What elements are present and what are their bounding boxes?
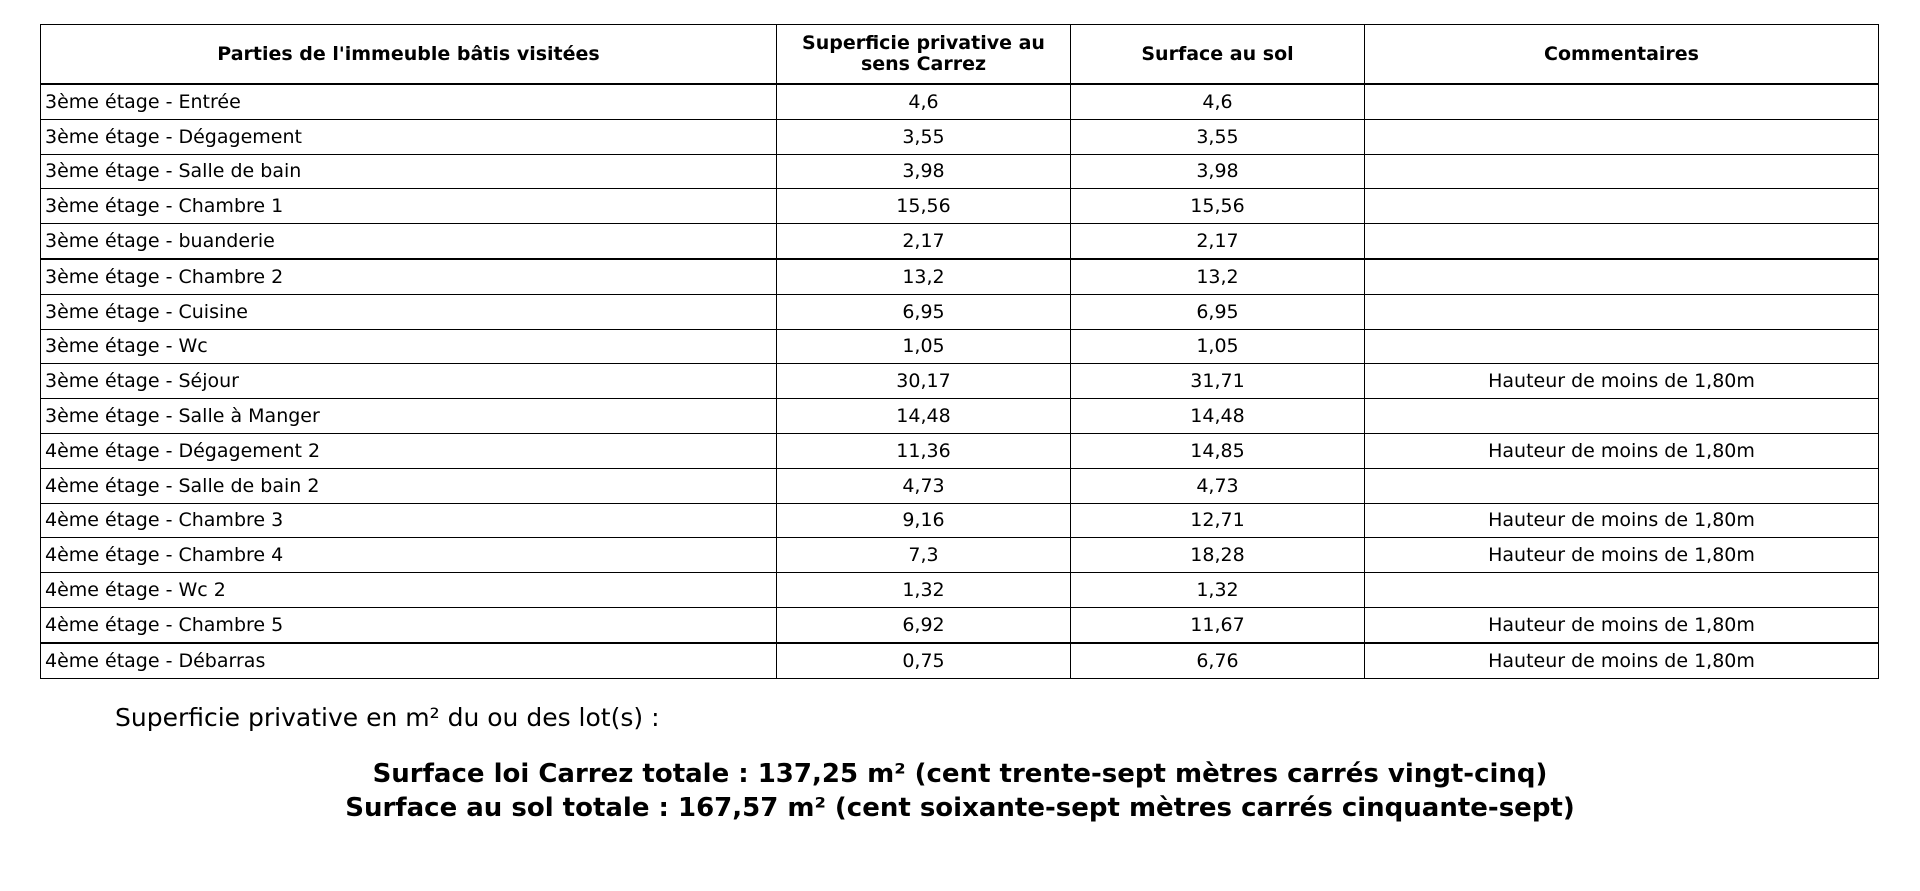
surface-sol-total: Surface au sol totale : 167,57 m² (cent soixante-sept mètres carrés cinquante-sept) bbox=[345, 793, 1575, 823]
cell-comment bbox=[1365, 119, 1879, 154]
cell-carrez: 3,98 bbox=[777, 154, 1071, 189]
cell-comment bbox=[1365, 573, 1879, 608]
surface-table bbox=[40, 24, 1879, 679]
table-row bbox=[41, 607, 1879, 642]
cell-comment bbox=[1365, 154, 1879, 189]
cell-part: 4ème étage - Débarras bbox=[41, 643, 777, 678]
cell-carrez: 13,2 bbox=[777, 259, 1071, 294]
header-carrez: Superficie privative au sens Carrez bbox=[777, 25, 1071, 85]
carrez-total: Surface loi Carrez totale : 137,25 m² (cent trente-sept mètres carrés vingt-cinq) bbox=[372, 759, 1548, 789]
cell-carrez: 6,92 bbox=[777, 607, 1071, 642]
table-row bbox=[41, 154, 1879, 189]
cell-part: 3ème étage - buanderie bbox=[41, 224, 777, 259]
table-row bbox=[41, 503, 1879, 538]
cell-comment bbox=[1365, 259, 1879, 294]
cell-comment bbox=[1365, 294, 1879, 329]
cell-comment bbox=[1365, 224, 1879, 259]
table-row bbox=[41, 224, 1879, 259]
cell-carrez: 9,16 bbox=[777, 503, 1071, 538]
header-commentaires: Commentaires bbox=[1365, 25, 1879, 85]
cell-surface-sol: 3,98 bbox=[1071, 154, 1365, 189]
cell-carrez: 0,75 bbox=[777, 643, 1071, 678]
cell-comment bbox=[1365, 468, 1879, 503]
cell-surface-sol: 14,85 bbox=[1071, 433, 1365, 468]
cell-part: 4ème étage - Dégagement 2 bbox=[41, 433, 777, 468]
cell-carrez: 4,6 bbox=[777, 84, 1071, 119]
cell-surface-sol: 2,17 bbox=[1071, 224, 1365, 259]
table-row bbox=[41, 468, 1879, 503]
header-row bbox=[41, 25, 1879, 85]
cell-part: 3ème étage - Salle de bain bbox=[41, 154, 777, 189]
cell-comment bbox=[1365, 329, 1879, 364]
cell-comment: Hauteur de moins de 1,80m bbox=[1365, 607, 1879, 642]
cell-carrez: 1,05 bbox=[777, 329, 1071, 364]
cell-part: 3ème étage - Entrée bbox=[41, 84, 777, 119]
cell-comment: Hauteur de moins de 1,80m bbox=[1365, 503, 1879, 538]
cell-part: 4ème étage - Chambre 4 bbox=[41, 538, 777, 573]
cell-comment: Hauteur de moins de 1,80m bbox=[1365, 433, 1879, 468]
cell-comment: Hauteur de moins de 1,80m bbox=[1365, 643, 1879, 678]
cell-surface-sol: 14,48 bbox=[1071, 399, 1365, 434]
cell-part: 4ème étage - Chambre 5 bbox=[41, 607, 777, 642]
table-row bbox=[41, 538, 1879, 573]
cell-carrez: 3,55 bbox=[777, 119, 1071, 154]
cell-surface-sol: 1,05 bbox=[1071, 329, 1365, 364]
cell-carrez: 4,73 bbox=[777, 468, 1071, 503]
cell-carrez: 14,48 bbox=[777, 399, 1071, 434]
summary-label: Superficie privative en m² du ou des lot(s) : bbox=[115, 703, 660, 732]
table-header bbox=[41, 25, 1879, 85]
cell-part: 4ème étage - Wc 2 bbox=[41, 573, 777, 608]
cell-part: 3ème étage - Chambre 1 bbox=[41, 189, 777, 224]
cell-comment: Hauteur de moins de 1,80m bbox=[1365, 538, 1879, 573]
table-row bbox=[41, 399, 1879, 434]
cell-carrez: 1,32 bbox=[777, 573, 1071, 608]
cell-carrez: 2,17 bbox=[777, 224, 1071, 259]
cell-comment bbox=[1365, 84, 1879, 119]
cell-part: 3ème étage - Chambre 2 bbox=[41, 259, 777, 294]
table-row bbox=[41, 294, 1879, 329]
cell-surface-sol: 4,73 bbox=[1071, 468, 1365, 503]
cell-surface-sol: 18,28 bbox=[1071, 538, 1365, 573]
cell-surface-sol: 4,6 bbox=[1071, 84, 1365, 119]
cell-carrez: 30,17 bbox=[777, 364, 1071, 399]
table-row bbox=[41, 573, 1879, 608]
cell-comment: Hauteur de moins de 1,80m bbox=[1365, 364, 1879, 399]
table-row bbox=[41, 329, 1879, 364]
cell-surface-sol: 31,71 bbox=[1071, 364, 1365, 399]
cell-surface-sol: 6,76 bbox=[1071, 643, 1365, 678]
table-row bbox=[41, 119, 1879, 154]
cell-comment bbox=[1365, 189, 1879, 224]
cell-part: 3ème étage - Wc bbox=[41, 329, 777, 364]
cell-carrez: 11,36 bbox=[777, 433, 1071, 468]
table-row bbox=[41, 364, 1879, 399]
cell-surface-sol: 3,55 bbox=[1071, 119, 1365, 154]
cell-carrez: 6,95 bbox=[777, 294, 1071, 329]
cell-part: 4ème étage - Salle de bain 2 bbox=[41, 468, 777, 503]
cell-part: 3ème étage - Salle à Manger bbox=[41, 399, 777, 434]
table-row bbox=[41, 433, 1879, 468]
cell-carrez: 7,3 bbox=[777, 538, 1071, 573]
cell-surface-sol: 15,56 bbox=[1071, 189, 1365, 224]
header-surface-sol: Surface au sol bbox=[1071, 25, 1365, 85]
cell-part: 3ème étage - Séjour bbox=[41, 364, 777, 399]
cell-surface-sol: 13,2 bbox=[1071, 259, 1365, 294]
cell-surface-sol: 11,67 bbox=[1071, 607, 1365, 642]
table-row bbox=[41, 643, 1879, 678]
cell-surface-sol: 6,95 bbox=[1071, 294, 1365, 329]
table-row bbox=[41, 84, 1879, 119]
table-body bbox=[41, 84, 1879, 678]
table-row bbox=[41, 259, 1879, 294]
header-parts: Parties de l'immeuble bâtis visitées bbox=[41, 25, 777, 85]
cell-part: 4ème étage - Chambre 3 bbox=[41, 503, 777, 538]
cell-surface-sol: 1,32 bbox=[1071, 573, 1365, 608]
cell-part: 3ème étage - Cuisine bbox=[41, 294, 777, 329]
table-row bbox=[41, 189, 1879, 224]
cell-surface-sol: 12,71 bbox=[1071, 503, 1365, 538]
cell-comment bbox=[1365, 399, 1879, 434]
cell-part: 3ème étage - Dégagement bbox=[41, 119, 777, 154]
cell-carrez: 15,56 bbox=[777, 189, 1071, 224]
